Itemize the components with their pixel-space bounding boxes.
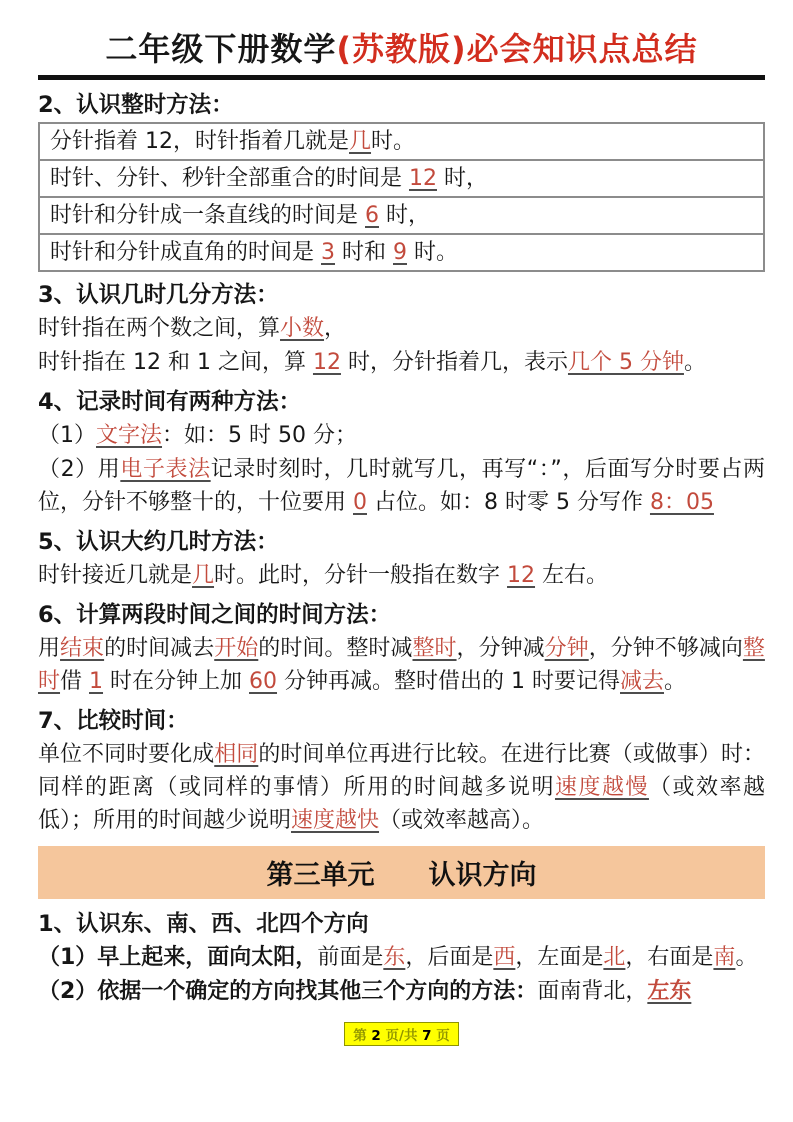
text-segment: （或效率越低）；所用的时间越少说明	[38, 775, 765, 833]
text-segment: 分钟再减。整时借出的 1 时要记得	[277, 669, 620, 694]
text-segment: 时，分针指着几，表示	[340, 350, 568, 375]
answer-text: 9	[393, 240, 407, 265]
table-row	[40, 161, 763, 198]
text-segment: 的时间。整时减	[258, 636, 413, 661]
paragraph-compare-time	[38, 738, 765, 837]
answer-text: 整时	[412, 636, 457, 661]
title-divider	[38, 75, 765, 80]
text-segment: 左右。	[535, 563, 609, 588]
text-segment: 时针指在 12 和 1 之间，算	[38, 350, 313, 375]
text-segment: 。	[735, 945, 758, 970]
answer-text: 结束	[60, 636, 105, 661]
text-segment: （1）	[38, 423, 96, 448]
text-segment: 时和	[335, 240, 393, 265]
paragraph-text-method	[38, 419, 765, 452]
text-segment: 时，	[379, 203, 430, 228]
answer-text: 电子表法	[120, 457, 211, 482]
text-segment: ，右面是	[625, 945, 714, 970]
text-segment: ，后面是	[405, 945, 494, 970]
answer-text: 文字法	[96, 423, 163, 448]
paragraph-approximate-time	[38, 559, 765, 592]
unit-3-banner: 第三单元 认识方向	[38, 846, 765, 899]
answer-text: 0	[353, 490, 367, 515]
paragraph-face-sun	[38, 941, 765, 974]
section-6-heading: 6、计算两段时间之间的时间方法：	[38, 602, 392, 628]
answer-text: 几	[349, 129, 372, 154]
text-segment: （1）早上起来，面向太阳，	[38, 945, 318, 970]
text-segment: 面南背北，	[537, 979, 648, 1004]
text-segment: ，分钟不够减向	[588, 636, 743, 661]
page-title-text	[105, 30, 697, 68]
text-segment: 借	[60, 669, 90, 694]
answer-text: 南	[713, 945, 736, 970]
answer-text: 3	[321, 240, 335, 265]
section-5-heading: 5、认识大约几时方法：	[38, 529, 279, 555]
text-segment: 时。此时，分针一般指在数字	[214, 563, 508, 588]
answer-text: 速度越快	[291, 808, 380, 833]
text-segment: 第	[353, 1028, 372, 1044]
text-segment: 时针、分针、秒针全部重合的时间是	[50, 166, 409, 191]
answer-text: 开始	[214, 636, 259, 661]
text-segment: ，分钟减	[456, 636, 545, 661]
section-2-heading: 2、认识整时方法：	[38, 92, 234, 118]
section-4-heading: 4、记录时间有两种方法：	[38, 389, 302, 415]
answer-text: 12	[312, 350, 341, 375]
text-segment: 占位。如：8 时零 5 分写作	[367, 490, 650, 515]
answer-text: 小数	[280, 316, 325, 341]
text-segment: 页/共	[380, 1028, 423, 1044]
page-footer	[38, 1022, 765, 1046]
table-row	[40, 235, 763, 270]
table-row	[40, 124, 763, 161]
text-segment: 前面是	[317, 945, 384, 970]
page-number-badge	[344, 1022, 459, 1046]
answer-text: 左东	[647, 979, 692, 1004]
section-3-heading: 3、认识几时几分方法：	[38, 282, 279, 308]
text-segment: 。	[683, 350, 706, 375]
text-segment: 用	[38, 636, 61, 661]
text-segment: （2）用	[38, 457, 121, 482]
answer-text: 整时	[38, 636, 765, 694]
answer-text: 12	[507, 563, 536, 588]
paragraph-elapsed-time	[38, 632, 765, 698]
text-segment: 页	[431, 1028, 450, 1044]
text-segment: 时。	[371, 129, 416, 154]
text-segment: 记录时刻时，几时就写几，再写“：”，后面写分时要占两位，分针不够整十的，十位要用	[38, 457, 765, 515]
paragraph-find-directions	[38, 975, 765, 1008]
text-segment: ：如：5 时 50 分；	[162, 423, 357, 448]
text-segment: 。	[664, 669, 687, 694]
text-segment: ，	[324, 316, 347, 341]
text-segment: 时针和分针成直角的时间是	[50, 240, 321, 265]
page-title	[38, 24, 765, 70]
answer-text: 东	[383, 945, 406, 970]
title-black-part: 二年级下册数学	[105, 30, 337, 68]
text-segment: 时，	[437, 166, 488, 191]
text-segment: 时针和分针成一条直线的时间是	[50, 203, 365, 228]
text-segment: 的时间减去	[104, 636, 215, 661]
text-segment: 时针指在两个数之间，算	[38, 316, 281, 341]
section-7-heading: 7、比较时间：	[38, 708, 189, 734]
table-row	[40, 198, 763, 235]
text-segment: （或效率越高）。	[379, 808, 545, 833]
paragraph-hour-between	[38, 312, 765, 345]
direction-section-heading: 1、认识东、南、西、北四个方向	[38, 911, 369, 937]
answer-text: 几	[192, 563, 215, 588]
answer-text: 速度越慢	[554, 775, 649, 800]
text-segment: （2）依据一个确定的方向找其他三个方向的方法：	[38, 979, 538, 1004]
text-segment: 时在分钟上加	[103, 669, 250, 694]
answer-text: 几个 5 分钟	[567, 350, 684, 375]
title-red-part: (苏教版)必会知识点总结	[336, 30, 698, 68]
answer-text: 60	[249, 669, 278, 694]
answer-text: 相同	[214, 742, 259, 767]
whole-hour-table	[38, 122, 765, 272]
text-segment: 单位不同时要化成	[38, 742, 215, 767]
paragraph-digital-method	[38, 453, 765, 519]
text-segment: 时。	[407, 240, 458, 265]
text-segment: 分针指着 12，时针指着几就是	[50, 129, 349, 154]
answer-text: 北	[603, 945, 626, 970]
answer-text: 12	[409, 166, 437, 191]
answer-text: 1	[89, 669, 104, 694]
total-page-number: 7	[422, 1028, 432, 1044]
answer-text: 8：05	[649, 490, 714, 515]
text-segment: 的时间单位再进行比较。在进行比赛（或做事）时：同样的距离（或同样的事情）所用的时间越多说明	[38, 742, 765, 800]
answer-text: 减去	[620, 669, 665, 694]
current-page-number: 2	[371, 1028, 381, 1044]
answer-text: 6	[365, 203, 379, 228]
text-segment: 时针接近几就是	[38, 563, 193, 588]
answer-text: 分钟	[544, 636, 589, 661]
paragraph-hour-12-and-1	[38, 346, 765, 379]
text-segment: ，左面是	[515, 945, 604, 970]
answer-text: 西	[493, 945, 516, 970]
